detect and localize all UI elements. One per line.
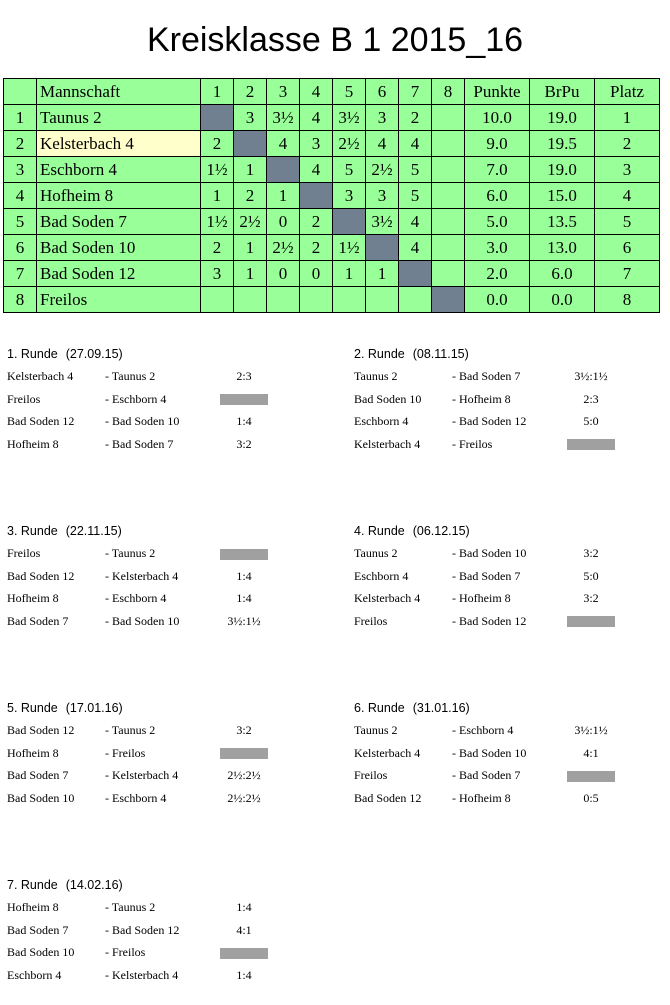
match-score [207,719,281,742]
bye-bar [567,616,615,627]
match-row [7,388,167,411]
result-cell: 0 [267,261,300,287]
guest-team: - Bad Soden 7 [452,768,521,782]
team-name: Eschborn 4 [37,157,201,183]
result-cell: 3 [234,105,267,131]
match-score [207,941,281,964]
board-points-cell: 15.0 [530,183,595,209]
result-cell: 4 [267,131,300,157]
score-text: 1:4 [236,967,252,982]
result-cell: 4 [300,157,333,183]
guest-team: - Bad Soden 10 [452,546,527,560]
round-header [7,343,123,365]
score-text: 1:4 [236,568,252,583]
score-text: 2:3 [236,369,252,383]
result-cell [432,157,465,183]
round-block [354,343,608,455]
column-header: 7 [399,79,432,105]
table-row [4,157,660,183]
match-score [554,410,628,433]
board-points-cell: 0.0 [530,287,595,313]
result-cell: 3½ [267,105,300,131]
home-team: Hofheim 8 [7,591,59,605]
guest-team: - Eschborn 4 [105,591,167,605]
result-cell [300,287,333,313]
result-cell [432,261,465,287]
result-cell: 2 [234,183,267,209]
column-header: 1 [201,79,234,105]
result-cell: 2 [300,235,333,261]
match-row [7,787,261,810]
round-date: (06.12.15) [412,524,470,538]
match-score [554,742,628,765]
result-cell: 1 [333,261,366,287]
place-cell: 4 [595,183,660,209]
result-cell [432,105,465,131]
match-score [207,742,281,765]
match-row [7,410,252,433]
diagonal-cell [333,209,366,235]
guest-team: - Hofheim 8 [452,591,511,605]
round-block [7,697,261,809]
column-header: Punkte [465,79,530,105]
team-name: Bad Soden 10 [37,235,201,261]
guest-team: - Taunus 2 [105,900,156,914]
column-header: Mannschaft [37,79,201,105]
rank-number: 2 [4,131,37,157]
result-cell: 1½ [333,235,366,261]
match-score [207,587,281,610]
result-cell: 3 [333,183,366,209]
rank-number: 6 [4,235,37,261]
column-header: 4 [300,79,333,105]
round-block [354,520,599,632]
board-points-cell: 19.5 [530,131,595,157]
result-cell: 5 [399,157,432,183]
guest-team: - Eschborn 4 [105,391,167,406]
match-score [207,764,281,787]
column-header: 6 [366,79,399,105]
home-team: Eschborn 4 [7,967,62,982]
score-text: 3½:1½ [574,723,608,737]
guest-team: - Kelsterbach 4 [105,967,179,982]
table-row [4,131,660,157]
score-text: 0:5 [583,790,599,805]
match-score [554,719,628,742]
match-score [554,565,628,588]
board-points-cell: 19.0 [530,157,595,183]
board-points-cell: 13.5 [530,209,595,235]
result-cell [399,287,432,313]
result-cell [201,287,234,313]
home-team: Bad Soden 10 [354,391,422,406]
result-cell: 1 [366,261,399,287]
round-block [354,697,608,809]
round-header [7,874,123,896]
score-text: 5:0 [583,568,599,583]
points-cell: 3.0 [465,235,530,261]
guest-team: - Taunus 2 [105,546,156,560]
result-cell [432,131,465,157]
guest-team: - Bad Soden 7 [452,568,521,583]
result-cell [432,235,465,261]
match-row [354,388,599,411]
score-text: 4:1 [236,922,252,937]
guest-team: - Bad Soden 10 [452,745,527,760]
guest-team: - Bad Soden 7 [105,436,174,451]
match-row [354,565,599,588]
result-cell: 3 [201,261,234,287]
home-team: Hofheim 8 [7,745,59,760]
round-label: 3. Runde [7,524,58,538]
guest-team: - Taunus 2 [105,369,156,383]
match-row [7,610,261,633]
team-name: Bad Soden 12 [37,261,201,287]
bye-bar [220,748,268,759]
round-label: 5. Runde [7,701,58,715]
score-text: 1:4 [236,414,252,428]
diagonal-cell [234,131,267,157]
result-cell: 2 [399,105,432,131]
match-score [207,433,281,456]
result-cell: 3½ [366,209,399,235]
column-header: Platz [595,79,660,105]
match-score [207,565,281,588]
score-text: 4:1 [583,745,599,760]
match-row [7,719,252,742]
rank-number: 7 [4,261,37,287]
bye-bar [220,948,268,959]
round-header [7,520,122,542]
match-row [354,542,599,565]
result-cell: 5 [333,157,366,183]
home-team: Bad Soden 7 [7,768,69,782]
score-text: 3:2 [583,546,599,560]
rank-number: 1 [4,105,37,131]
column-header: BrPu [530,79,595,105]
home-team: Hofheim 8 [7,900,59,914]
guest-team: - Taunus 2 [105,723,156,737]
guest-team: - Freilos [452,436,493,451]
match-score [207,610,281,633]
diagonal-cell [201,105,234,131]
match-row [354,410,599,433]
guest-team: - Kelsterbach 4 [105,768,179,782]
round-date: (22.11.15) [65,524,122,538]
guest-team: - Bad Soden 12 [105,922,180,937]
team-name: Kelsterbach 4 [37,131,201,157]
team-name: Bad Soden 7 [37,209,201,235]
match-score [207,919,281,942]
result-cell: 1 [234,157,267,183]
home-team: Bad Soden 7 [7,613,69,628]
round-label: 2. Runde [354,347,405,361]
result-cell: 1½ [201,157,234,183]
home-team: Kelsterbach 4 [354,591,421,605]
table-row [4,209,660,235]
score-text: 2½:2½ [227,790,261,805]
team-name: Taunus 2 [37,105,201,131]
diagonal-cell [300,183,333,209]
result-cell: 4 [300,105,333,131]
result-cell: 1 [234,261,267,287]
round-header [354,343,469,365]
bye-bar [567,771,615,782]
guest-team: - Bad Soden 7 [452,369,521,383]
result-cell [234,287,267,313]
guest-team: - Freilos [105,745,146,760]
home-team: Freilos [354,613,388,628]
home-team: Kelsterbach 4 [354,745,421,760]
diagonal-cell [399,261,432,287]
round-date: (27.09.15) [65,347,123,361]
place-cell: 8 [595,287,660,313]
home-team: Kelsterbach 4 [354,436,421,451]
crosstable [3,78,660,313]
result-cell: 2 [300,209,333,235]
match-score [554,388,628,411]
home-team: Bad Soden 12 [7,414,75,428]
round-date: (14.02.16) [65,878,123,892]
match-row [7,433,252,456]
round-date: (31.01.16) [412,701,470,715]
guest-team: - Freilos [105,945,146,959]
round-label: 6. Runde [354,701,405,715]
result-cell: 1½ [201,209,234,235]
match-row [7,365,252,388]
board-points-cell: 6.0 [530,261,595,287]
home-team: Freilos [7,391,41,406]
result-cell [366,287,399,313]
column-header [4,79,37,105]
result-cell: 2½ [366,157,399,183]
bye-bar [567,439,615,450]
score-text: 3:2 [583,591,599,605]
round-date: (08.11.15) [412,347,469,361]
bye-bar [220,394,268,405]
points-cell: 6.0 [465,183,530,209]
match-score [207,410,281,433]
points-cell: 10.0 [465,105,530,131]
result-cell: 4 [399,235,432,261]
match-score [207,787,281,810]
result-cell: 4 [399,131,432,157]
place-cell: 5 [595,209,660,235]
round-label: 4. Runde [354,524,405,538]
home-team: Kelsterbach 4 [7,369,74,383]
result-cell: 5 [399,183,432,209]
result-cell: 3 [366,105,399,131]
match-row [354,610,527,633]
match-score [554,764,628,787]
match-row [354,719,608,742]
diagonal-cell [267,157,300,183]
match-row [7,565,252,588]
result-cell: 3 [366,183,399,209]
points-cell: 2.0 [465,261,530,287]
score-text: 3½:1½ [574,369,608,383]
home-team: Freilos [7,546,41,560]
table-row [4,235,660,261]
place-cell: 1 [595,105,660,131]
guest-team: - Bad Soden 12 [452,414,527,428]
guest-team: - Bad Soden 10 [105,414,180,428]
table-header-row [4,79,660,105]
table-row [4,287,660,313]
score-text: 1:4 [236,591,252,605]
match-row [354,787,599,810]
round-label: 1. Runde [7,347,58,361]
table-row [4,261,660,287]
result-cell: 2 [201,235,234,261]
table-row [4,105,660,131]
match-row [7,542,156,565]
round-header [7,697,123,719]
result-cell [432,209,465,235]
match-score [554,365,628,388]
result-cell: 2½ [234,209,267,235]
result-cell: 2½ [333,131,366,157]
round-block [7,874,252,986]
match-row [354,742,599,765]
column-header: 3 [267,79,300,105]
score-text: 2:3 [583,391,599,406]
home-team: Bad Soden 10 [7,945,75,959]
points-cell: 7.0 [465,157,530,183]
result-cell: 2½ [267,235,300,261]
match-score [207,964,281,987]
match-row [354,764,521,787]
match-score [554,542,628,565]
board-points-cell: 13.0 [530,235,595,261]
points-cell: 5.0 [465,209,530,235]
points-cell: 0.0 [465,287,530,313]
page-title: Kreisklasse B 1 2015_16 [146,21,524,59]
column-header: 5 [333,79,366,105]
result-cell: 1 [267,183,300,209]
round-header [354,520,470,542]
round-header [354,697,470,719]
rank-number: 3 [4,157,37,183]
home-team: Eschborn 4 [354,414,409,428]
match-row [7,764,261,787]
result-cell: 0 [267,209,300,235]
rank-number: 8 [4,287,37,313]
guest-team: - Bad Soden 10 [105,613,180,628]
round-date: (17.01.16) [65,701,123,715]
guest-team: - Eschborn 4 [452,723,514,737]
match-score [554,587,628,610]
match-score [554,787,628,810]
round-block [7,343,252,455]
round-label: 7. Runde [7,878,58,892]
guest-team: - Eschborn 4 [105,790,167,805]
home-team: Freilos [354,768,388,782]
guest-team: - Kelsterbach 4 [105,568,179,583]
place-cell: 3 [595,157,660,183]
column-header: 8 [432,79,465,105]
place-cell: 2 [595,131,660,157]
place-cell: 7 [595,261,660,287]
match-score [207,388,281,411]
home-team: Taunus 2 [354,546,398,560]
home-team: Hofheim 8 [7,436,59,451]
match-score [207,896,281,919]
home-team: Bad Soden 12 [354,790,422,805]
score-text: 3:2 [236,436,252,451]
result-cell: 4 [366,131,399,157]
round-block [7,520,261,632]
result-cell: 0 [300,261,333,287]
score-text: 3½:1½ [227,613,261,628]
result-cell [267,287,300,313]
board-points-cell: 19.0 [530,105,595,131]
match-score [207,542,281,565]
result-cell: 1 [234,235,267,261]
guest-team: - Hofheim 8 [452,391,511,406]
score-text: 3:2 [236,723,252,737]
guest-team: - Hofheim 8 [452,790,511,805]
diagonal-cell [366,235,399,261]
score-text: 5:0 [583,414,599,428]
points-cell: 9.0 [465,131,530,157]
match-row [354,365,608,388]
home-team: Eschborn 4 [354,568,409,583]
column-header: 2 [234,79,267,105]
result-cell: 3 [300,131,333,157]
match-row [7,941,146,964]
home-team: Bad Soden 12 [7,568,75,583]
team-name: Hofheim 8 [37,183,201,209]
result-cell: 3½ [333,105,366,131]
result-cell: 4 [399,209,432,235]
diagonal-cell [432,287,465,313]
home-team: Bad Soden 12 [7,723,75,737]
score-text: 2½:2½ [227,768,261,782]
guest-team: - Bad Soden 12 [452,613,527,628]
team-name: Freilos [37,287,201,313]
table-row [4,183,660,209]
result-cell [432,183,465,209]
bye-bar [220,549,268,560]
result-cell: 2 [201,131,234,157]
match-row [7,919,252,942]
home-team: Taunus 2 [354,369,398,383]
match-score [554,433,628,456]
match-row [7,742,146,765]
score-text: 1:4 [236,900,252,914]
result-cell [333,287,366,313]
home-team: Taunus 2 [354,723,398,737]
match-score [554,610,628,633]
match-row [7,896,252,919]
home-team: Bad Soden 7 [7,922,69,937]
rank-number: 4 [4,183,37,209]
rank-number: 5 [4,209,37,235]
match-row [354,433,493,456]
match-row [7,964,252,987]
result-cell: 1 [201,183,234,209]
match-row [354,587,599,610]
match-score [207,365,281,388]
place-cell: 6 [595,235,660,261]
home-team: Bad Soden 10 [7,790,75,805]
match-row [7,587,252,610]
